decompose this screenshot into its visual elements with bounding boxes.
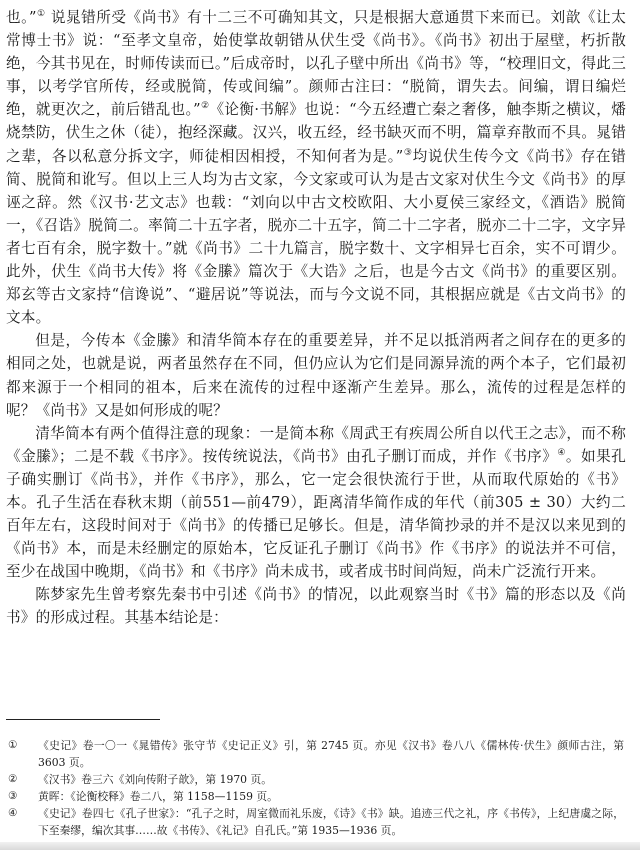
- footnote: [6, 805, 624, 839]
- footnotes: [6, 737, 624, 839]
- footnote-text: 《汉书》卷三六《刘向传附子歆》，第 1970 页。: [38, 773, 273, 786]
- footnote-marker[interactable]: ①: [36, 9, 46, 20]
- body-paragraph: [6, 6, 626, 329]
- main-text: [6, 6, 626, 630]
- body-paragraph: [6, 422, 626, 584]
- footnote-marker[interactable]: ③: [403, 147, 413, 158]
- body-paragraph: [6, 583, 626, 629]
- paragraph-text: 均说伏生传今文《尚书》存在错简、脱简和讹写。但以上三人均为古文家，今文家或可认为是古文家对伏生今文《尚书》的厚诬之辞。然《汉书·艺文志》也载：“刘向以中古文校欧阳、大小夏侯三家经文，《酒诰》脱简一，《召诰》脱简二。率简二十五字者，脱亦二十五字，简二十二字者，脱亦二十二字，文字异者七百有余，脱字数十。”就《尚书》二十九篇言，脱字数十、文字相异七百余，实不可谓少。此外，伏生《尚书大传》将《金縢》篇次于《大诰》之后，也是今古文《尚书》的重要区别。郑玄等古文家持“信谗说”、“避居说”等说法，而与今文说不同，其根据应就是《古文尚书》的文本。: [6, 147, 626, 327]
- paragraph-text: 说晁错所受《尚书》有十二三不可确知其文，只是根据大意通贯下来而已。刘歆《让太常博士书》说：“至孝文皇帝，始使掌故朝错从伏生受《尚书》。《尚书》初出于屋壁，朽折散绝，今其书见在，时师传读而已。”后成帝时，以孔子壁中所出《尚书》等，“校理旧文，得此三事，以考学官所传，经或脱简，传或间编”。颜师古注曰：“脱简，谓失去。间编，谓日编烂绝，就更次之，前后错乱也。”: [6, 9, 626, 119]
- body-paragraph: [6, 329, 626, 421]
- paragraph-text: 。如果孔子确实删订《尚书》，并作《书序》，那么，它一定会很快流行于世，从而取代原始的《书》本。孔子生活在春秋末期（前551—前479），距离清华简作成的年代（前305 ± 30）大约二百年左右，这段时间对于《尚书》的传播已足够长。但是，清华简抄录的并不是汉以来见到的《尚书》本，而是未经删定的原始本，它反证孔子删订《尚书》作《书序》的说法并不可信，至少在战国中晚期，《尚书》和《书序》尚未成书，或者成书时间尚短，尚未广泛流行开来。: [6, 447, 626, 581]
- footnote-text: 《史记》卷一〇一《晁错传》张守节《史记正义》引，第 2745 页。亦见《汉书》卷八八《儒林传·伏生》颜师古注，第 3603 页。: [38, 739, 624, 769]
- footnote-separator: [6, 719, 160, 720]
- paragraph-text: 清华简本有两个值得注意的现象：一是简本称《周武王有疾周公所自以代王之志》，而不称《金縢》；二是不载《书序》。按传统说法，《尚书》由孔子删订而成，并作《书序》: [6, 424, 626, 465]
- footnote-text: 黄晖：《论衡校释》卷二八，第 1158—1159 页。: [38, 790, 278, 803]
- footnote-number: ③: [8, 790, 18, 802]
- paragraph-text: 但是，今传本《金縢》和清华简本存在的重要差异，并不足以抵消两者之间存在的更多的相同之处，也就是说，两者虽然存在不同，但仍应认为它们是同源异流的两个本子，它们最初都来源于一个相同的祖本，后来在流传的过程中逐渐产生差异。那么，流传的过程是怎样的呢？《尚书》又是如何形成的呢？: [6, 332, 626, 419]
- footnote-text: 《史记》卷四七《孔子世家》：“孔子之时，周室微而礼乐废，《诗》《书》缺。追迹三代之礼，序《书传》，上纪唐虞之际，下至秦缪，编次其事……故《书传》、《礼记》自孔氏。”第 1935—1936 页。: [38, 807, 624, 837]
- footnote: [6, 737, 624, 771]
- paragraph-text: 也。”: [6, 9, 37, 26]
- footnote-number: ④: [8, 807, 18, 819]
- paragraph-text: 《论衡·书解》也说：“今五经遭亡秦之奢侈，触李斯之横议，燔烧禁防，伏生之休（徒），抱经深藏。汉兴，收五经，经书缺灭而不明，篇章弃散而不具。晁错之辈，各以私意分拆文字，师徒相因相授，不知何者为是。”: [6, 101, 626, 165]
- footnote-marker[interactable]: ②: [200, 101, 210, 112]
- footnote: [6, 771, 624, 788]
- footnote-number: ②: [8, 773, 18, 785]
- footnote-number: ①: [8, 739, 18, 751]
- paragraph-text: 陈梦家先生曾考察先秦书中引述《尚书》的情况，以此观察当时《书》篇的形态以及《尚书》的形成过程。其基本结论是：: [6, 586, 626, 627]
- page-bottom-edge: [0, 842, 640, 850]
- footnote-marker[interactable]: ④: [557, 447, 566, 458]
- footnote: [6, 788, 624, 805]
